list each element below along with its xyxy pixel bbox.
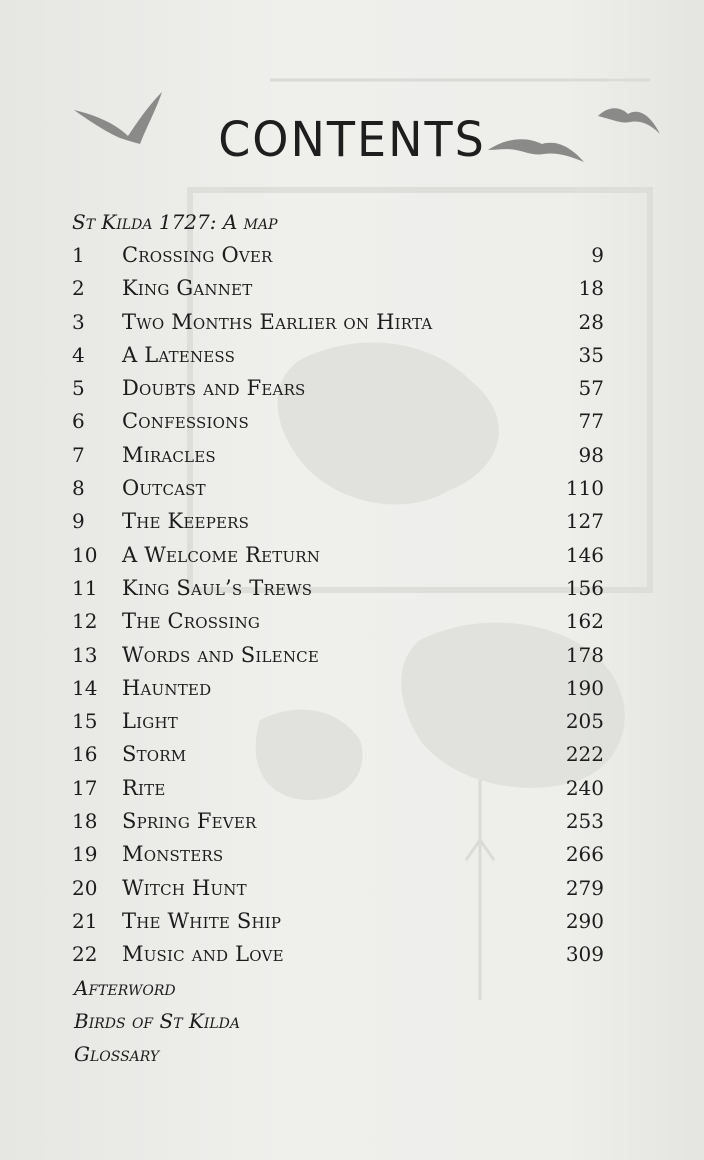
chapter-title: King Gannet	[122, 276, 253, 301]
chapter-row	[72, 472, 612, 505]
chapter-row	[72, 505, 612, 538]
chapter-page-number: 18	[578, 276, 604, 301]
chapter-title: Words and Silence	[122, 642, 319, 667]
chapter-row	[72, 938, 612, 971]
chapter-page-number: 290	[565, 908, 604, 933]
chapter-page-number: 240	[565, 775, 604, 800]
front-matter-entry: St Kilda 1727: A map	[72, 210, 278, 234]
back-matter-list	[72, 972, 612, 1072]
chapter-title: King Saul’s Trews	[122, 575, 313, 600]
chapter-number: 18	[72, 809, 98, 834]
back-matter-entry: Glossary	[74, 1042, 160, 1067]
chapter-row	[72, 838, 612, 871]
chapter-row	[72, 672, 612, 705]
chapter-number: 12	[72, 609, 98, 634]
chapter-title: Monsters	[122, 842, 224, 867]
chapter-page-number: 9	[591, 243, 604, 267]
chapter-number: 14	[72, 675, 98, 700]
chapter-page-number: 77	[578, 409, 604, 434]
chapter-title: The Keepers	[122, 509, 250, 534]
chapter-page-number: 146	[565, 542, 604, 567]
chapter-page-number: 127	[565, 509, 604, 534]
chapter-row	[72, 872, 612, 905]
chapter-row	[72, 439, 612, 472]
chapter-number: 16	[72, 742, 98, 767]
chapter-number: 22	[72, 942, 98, 967]
chapter-number: 9	[72, 509, 85, 534]
chapter-page-number: 57	[578, 376, 604, 401]
chapter-number: 10	[72, 542, 98, 567]
chapter-number: 6	[72, 409, 85, 434]
chapter-page-number: 222	[565, 742, 604, 767]
chapter-page-number: 266	[565, 842, 604, 867]
chapter-row	[72, 605, 612, 638]
chapter-title: Rite	[122, 775, 166, 800]
chapter-number: 7	[72, 442, 85, 467]
chapter-number: 11	[72, 575, 98, 600]
chapter-row	[72, 772, 612, 805]
chapter-row	[72, 272, 612, 305]
chapter-title: Spring Fever	[122, 809, 257, 834]
chapter-page-number: 279	[565, 875, 604, 900]
chapter-row	[72, 572, 612, 605]
chapter-page-number: 110	[565, 476, 604, 501]
chapter-number: 2	[72, 276, 85, 301]
table-of-contents	[72, 206, 612, 1071]
chapter-page-number: 156	[565, 575, 604, 600]
chapter-number: 13	[72, 642, 98, 667]
chapter-title: Doubts and Fears	[122, 376, 306, 401]
chapter-number: 3	[72, 309, 85, 334]
chapter-number: 4	[72, 342, 85, 367]
chapter-title: Confessions	[122, 409, 249, 434]
chapter-page-number: 190	[565, 675, 604, 700]
chapter-title: A Lateness	[122, 342, 236, 367]
chapter-page-number: 309	[565, 942, 604, 967]
chapter-title: Haunted	[122, 675, 212, 700]
chapter-number: 21	[72, 908, 98, 933]
chapter-page-number: 253	[565, 809, 604, 834]
chapter-list	[72, 239, 612, 972]
chapter-number: 5	[72, 376, 85, 401]
chapter-row	[72, 805, 612, 838]
chapter-row	[72, 405, 612, 438]
back-matter-entry: Birds of St Kilda	[74, 1008, 240, 1033]
chapter-number: 19	[72, 842, 98, 867]
chapter-page-number: 178	[565, 642, 604, 667]
chapter-title: Music and Love	[122, 942, 284, 967]
chapter-title: Outcast	[122, 476, 206, 501]
chapter-title: Miracles	[122, 442, 216, 467]
chapter-row	[72, 905, 612, 938]
chapter-row	[72, 372, 612, 405]
chapter-row	[72, 339, 612, 372]
chapter-page-number: 98	[578, 442, 604, 467]
chapter-number: 15	[72, 709, 98, 734]
chapter-title: Crossing Over	[122, 243, 273, 267]
chapter-row	[72, 639, 612, 672]
chapter-row	[72, 539, 612, 572]
chapter-title: Two Months Earlier on Hirta	[122, 309, 433, 334]
chapter-title: The White Ship	[122, 908, 282, 933]
chapter-title: Witch Hunt	[122, 875, 247, 900]
chapter-page-number: 162	[565, 609, 604, 634]
chapter-number: 1	[72, 243, 85, 267]
chapter-number: 17	[72, 775, 98, 800]
chapter-title: Storm	[122, 742, 187, 767]
chapter-page-number: 28	[578, 309, 604, 334]
back-matter-entry: Afterword	[74, 975, 176, 1000]
chapter-row	[72, 306, 612, 339]
page-title: CONTENTS	[218, 110, 486, 168]
chapter-row	[72, 738, 612, 771]
chapter-title: A Welcome Return	[122, 542, 321, 567]
chapter-number: 20	[72, 875, 98, 900]
chapter-title: Light	[122, 709, 178, 734]
chapter-number: 8	[72, 476, 85, 501]
chapter-title: The Crossing	[122, 609, 261, 634]
chapter-row	[72, 239, 612, 272]
chapter-page-number: 35	[578, 342, 604, 367]
chapter-row	[72, 705, 612, 738]
chapter-page-number: 205	[565, 709, 604, 734]
